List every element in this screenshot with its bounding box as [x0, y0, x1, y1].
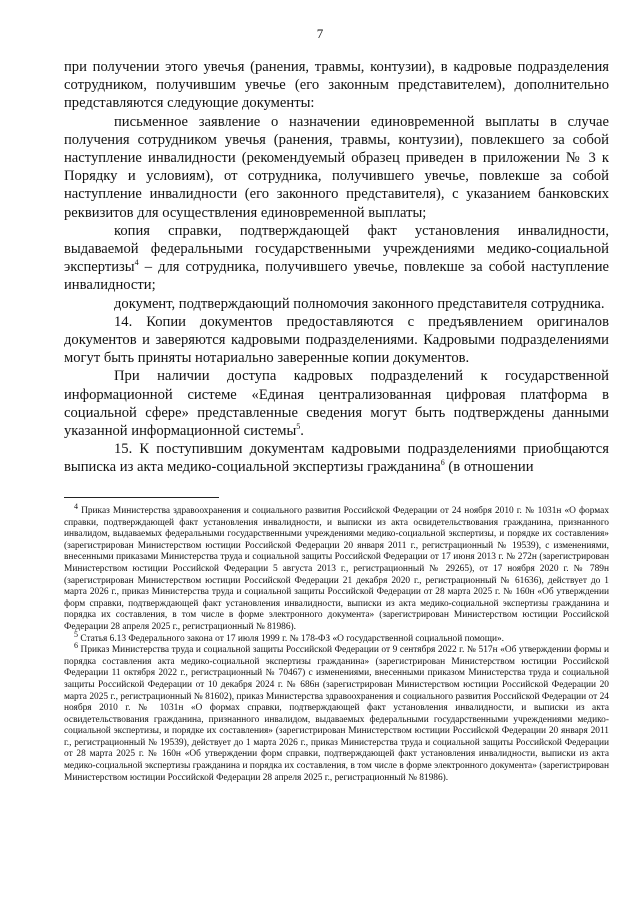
paragraph-text: .: [300, 423, 304, 440]
footnote-mark: 4: [74, 501, 78, 511]
footnote: [64, 641, 610, 784]
footnotes: [64, 501, 610, 784]
body-text: [64, 58, 609, 477]
footnote: [64, 629, 609, 646]
paragraph-text: (в отношении: [444, 459, 534, 476]
paragraph: при получении этого увечья (ранения, травмы, контузии), в кадровые подразделения сотрудником, получившим увечье (его законным представителем), дополнительно представляются следующие документы:: [64, 59, 609, 112]
footnote-text: Статья 6.13 Федерального закона от 17 июля 1999 г. № 178-ФЗ «О государственной социальной помощи».: [80, 633, 504, 644]
paragraph-text: копия справки, подтверждающей факт установления инвалидности, выдаваемой федеральными государственными учреждениями медико-социальной экспертизы: [64, 222, 609, 276]
footnote-text: Приказ Министерства здравоохранения и социального развития Российской Федерации от 24 ноября 2010 г. № 1031н «О формах справки, подтверждающей факт установления инвалидности, и выписки из акта освидетельствования гражданина, признанного инвалидом, выдаваемых федеральными государственными учреждениями медико-социальной экспертизы, и порядке их составления» (зарегистрирован Министерством юстиции Российской Федерации 20 января 2011 г., регистрационный № 19539), с изменениями, внесенными приказами Министерства труда и социальной защиты Российской Федерации от 17 июня 2013 г. № 272н (зарегистрирован Министерством юстиции Российской Федерации 5 августа 2013 г., регистрационный № 29265), от 17 ноября 2020 г. № 789н (зарегистрирован Министерством юстиции Российской Федерации 21 декабря 2020 г., регистрационный № 61636), действует до 1 марта 2026 г., приказ Министерства труда и социальной защиты Российской Федерации от 28 марта 2025 г. № 160н «Об утверждении форм справки, подтверждающей факт установления инвалидности, выписки из акта медико-социальной экспертизы гражданина и порядка их составления, в том числе в форме электронного документа» (зарегистрирован Министерством юстиции Российской Федерации 28 апреля 2025 г., регистрационный № 81986).: [64, 506, 610, 632]
paragraph: [64, 367, 609, 440]
footnote-ref: 5: [296, 422, 301, 432]
paragraph: [64, 222, 609, 295]
footnote-mark: 5: [74, 629, 78, 639]
paragraph: 14. Копии документов предоставляются с предъявлением оригиналов документов и заверяются кадровыми подразделениями. Кадровыми подразделениями могут быть приняты нотариально заверенные копии документов.: [64, 313, 609, 367]
page-number: 7: [316, 26, 324, 41]
paragraph-text: При наличии доступа кадровых подразделений к государственной информационной системе «Единая централизованная цифровая платформа в социальной сфере» представленные сведения могут быть подтверждены данными указанной информационной системы: [64, 368, 609, 440]
footnote-ref: 6: [440, 458, 445, 468]
paragraph-text: – для сотрудника, получившего увечье, повлекше за собой наступление инвалидности;: [64, 259, 609, 294]
footnote-mark: 6: [74, 641, 78, 650]
footnote: [64, 501, 610, 634]
footnote-text: Приказ Министерства труда и социальной защиты Российской Федерации от 9 сентября 2022 г. № 517н «Об утверждении формы и порядка составления акта медико-социальной экспертизы гражданина» (зарегистрирован Министерством юстиции Российской Федерации 11 октября 2022 г., регистрационный № 70467) с изменениями, внесенными приказом Министерства труда и социальной защиты Российской Федерации от 10 декабря 2024 г. № 686н (зарегистрирован Министерством юстиции Российской Федерации 20 марта 2025 г., регистрационный № 81602), приказ Министерства здравоохранения и социального развития Российской Федерации от 24 ноября 2010 г. № 1031н «О формах справки, подтверждающей факт установления инвалидности, и выписки из акта освидетельствования гражданина, признанного инвалидом, выдаваемых федеральными государственными учреждениями медико-социальной экспертизы, и порядке их составления» (зарегистрирован Министерством юстиции Российской Федерации 20 января 2011 г., регистрационный № 19539), действует до 1 марта 2026 г., приказ Министерства труда и социальной защиты Российской Федерации от 28 марта 2025 г. № 160н «Об утверждении форм справки, подтверждающей факт установления инвалидности, выписки из акта медико-социальной экспертизы гражданина и порядка их составления, в том числе в форме электронного документа» (зарегистрирован Министерством юстиции Российской Федерации 28 апреля 2025 г., регистрационный № 81986).: [64, 645, 610, 783]
paragraph: письменное заявление о назначении единовременной выплаты в случае получения сотрудником увечья (ранения, травмы, контузии), повлекшего за собой наступление инвалидности (рекомендуемый образец приведен в приложении № 3 к Порядку и условиям), от сотрудника, получившего увечье, повлекше за собой наступление инвалидности (его законного представителя), с указанием банковских реквизитов для осуществления единовременной выплаты;: [64, 113, 609, 221]
paragraph-text: 15. К поступившим документам кадровыми подразделениями приобщаются выписка из акта медико-социальной экспертизы гражданина: [64, 441, 609, 476]
paragraph: документ, подтверждающий полномочия законного представителя сотрудника.: [114, 295, 605, 312]
footnote-ref: 4: [134, 258, 139, 268]
footnote-divider: [64, 497, 219, 498]
paragraph: [64, 440, 609, 476]
